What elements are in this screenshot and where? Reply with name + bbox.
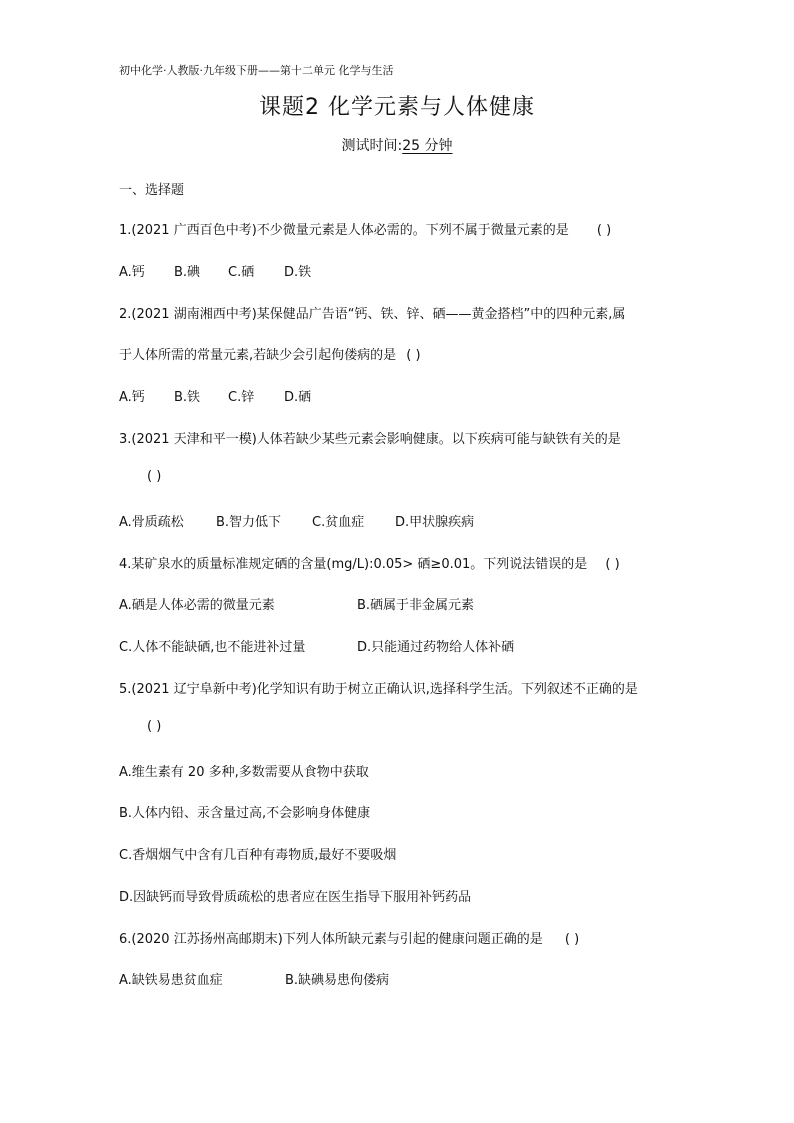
option-d: D.硒 [284,390,312,405]
option-b: B.人体内铅、汞含量过高,不会影响身体健康 [119,806,371,821]
question-2-stem-line1: 2.(2021 湖南湘西中考)某保健品广告语“钙、铁、锌、硒——黄金搭档”中的四种元素,属 [119,307,626,322]
question-2-stem-line2 [119,344,421,363]
question-3-options [119,511,474,530]
question-5-blank: ( ) [147,719,162,734]
option-a: A.骨质疏松 [119,515,184,530]
option-a: A.维生素有 20 多种,多数需要从食物中获取 [119,765,369,780]
question-3-stem: 3.(2021 天津和平一模)人体若缺少某些元素会影响健康。以下疾病可能与缺铁有关的是 [119,432,621,447]
answer-blank: ( ) [406,348,421,363]
test-duration [0,135,794,155]
option-a: A.缺铁易患贫血症 [119,973,223,988]
option-a: A.硒是人体必需的微量元素 [119,598,275,613]
question-stem-text: 1.(2021 广西百色中考)不少微量元素是人体必需的。下列不属于微量元素的是 [119,223,569,238]
option-d: D.只能通过药物给人体补硒 [357,640,515,655]
question-2-options [119,386,311,405]
question-1-stem [119,219,611,238]
option-b: B.缺碘易患佝偻病 [285,973,390,988]
option-c: C.贫血症 [312,515,365,530]
question-stem-text: 于人体所需的常量元素,若缺少会引起佝偻病的是 [119,348,397,363]
option-c: C.人体不能缺硒,也不能进补过量 [119,640,306,655]
option-d: D.铁 [284,265,312,280]
option-c: C.锌 [228,390,255,405]
question-3-blank: ( ) [147,469,162,484]
lesson-title: 课题2 化学元素与人体健康 [259,95,535,120]
option-b: B.智力低下 [216,515,282,530]
question-4-options-row1 [119,594,474,613]
question-6-options [119,969,389,988]
question-4-stem [119,553,620,572]
option-c: C.硒 [228,265,255,280]
question-stem-text: 6.(2020 江苏扬州高邮期末)下列人体所缺元素与引起的健康问题正确的是 [119,932,543,947]
option-c: C.香烟烟气中含有几百种有毒物质,最好不要吸烟 [119,848,397,863]
test-duration-label: 测试时间: [341,138,403,154]
page-header: 初中化学·人教版·九年级下册——第十二单元 化学与生活 [119,64,394,77]
answer-blank: ( ) [596,223,612,238]
section-heading: 一、选择题 [119,183,185,198]
test-duration-value: 25 分钟 [402,138,453,154]
option-d: D.因缺钙而导致骨质疏松的患者应在医生指导下服用补钙药品 [119,890,472,905]
question-4-options-row2 [119,636,514,655]
question-1-options [119,261,311,280]
answer-blank: ( ) [564,932,580,947]
question-stem-text: 4.某矿泉水的质量标准规定硒的含量(mg/L):0.05> 硒≥0.01。下列说法错误的是 [119,557,588,572]
question-5-stem: 5.(2021 辽宁阜新中考)化学知识有助于树立正确认识,选择科学生活。下列叙述不正确的是 [119,682,638,697]
option-b: B.硒属于非金属元素 [357,598,475,613]
option-b: B.碘 [174,265,201,280]
option-b: B.铁 [174,390,201,405]
question-6-stem [119,928,579,947]
option-d: D.甲状腺疾病 [395,515,475,530]
option-a: A.钙 [119,265,145,280]
option-a: A.钙 [119,390,145,405]
answer-blank: ( ) [605,557,620,572]
